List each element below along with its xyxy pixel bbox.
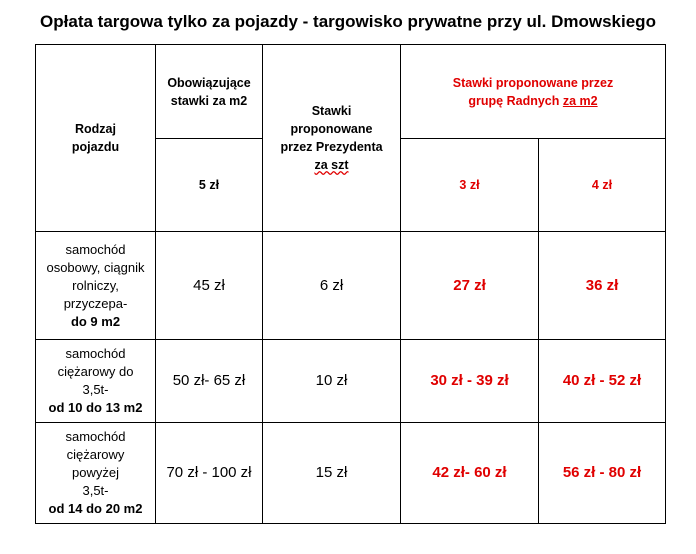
councillors-rates-header <box>401 45 666 139</box>
table-row <box>36 423 666 524</box>
councillors-header-line: Stawki proponowane przez <box>452 75 614 90</box>
vehicle-type-header-line: Rodzaj <box>75 122 116 136</box>
councillors-rate-b: 4 zł <box>539 139 666 232</box>
vehicle-type-cell <box>36 423 156 524</box>
header-row <box>36 45 666 139</box>
president-header-line: przez Prezydenta <box>280 140 383 154</box>
vehicle-type-cell <box>36 340 156 423</box>
vehicle-type-line: osobowy, ciągnik <box>46 259 145 275</box>
vehicle-type-line: 3,5t- <box>82 382 109 397</box>
vehicle-size-range: od 14 do 20 m2 <box>48 501 143 516</box>
councillors-rate-a-cell: 27 zł <box>401 232 539 340</box>
vehicle-type-line: 3,5t- <box>82 483 109 498</box>
vehicle-size-range: od 10 do 13 m2 <box>48 400 143 415</box>
current-rate-cell: 45 zł <box>156 232 263 340</box>
vehicle-type-cell <box>36 232 156 340</box>
vehicle-type-line: ciężarowy do <box>57 364 134 379</box>
vehicle-type-line: samochód <box>65 429 126 444</box>
vehicle-type-line: samochód <box>65 346 126 361</box>
councillors-rate-a: 3 zł <box>401 139 539 232</box>
document-title: Opłata targowa tylko za pojazdy - targowisko prywatne przy ul. Dmowskiego <box>40 12 656 31</box>
vehicle-type-header <box>36 45 156 232</box>
current-rates-header-line: stawki za m2 <box>170 93 248 108</box>
councillors-header-text: grupę Radnych <box>468 93 563 108</box>
vehicle-type-line: rolniczy, <box>72 277 119 293</box>
councillors-rate-a-cell: 42 zł- 60 zł <box>401 423 539 524</box>
vehicle-type-line: samochód <box>65 241 126 257</box>
councillors-rate-b-cell: 40 zł - 52 zł <box>539 340 666 423</box>
councillors-rate-b-cell: 36 zł <box>539 232 666 340</box>
vehicle-type-line: przyczepa- <box>63 295 128 311</box>
vehicle-type-line: powyżej <box>72 465 119 480</box>
current-rate-cell: 50 zł- 65 zł <box>156 340 263 423</box>
councillors-header-line <box>405 92 661 110</box>
current-rates-header-line: Obowiązujące <box>167 75 251 90</box>
current-rate-value: 5 zł <box>156 139 263 232</box>
vehicle-type-line: ciężarowy <box>66 447 125 462</box>
president-rate-cell: 10 zł <box>263 340 401 423</box>
councillors-rate-a-cell: 30 zł - 39 zł <box>401 340 539 423</box>
vehicle-size-range: do 9 m2 <box>70 313 121 329</box>
table-row <box>36 232 666 340</box>
president-header-unit: za szt <box>314 158 349 172</box>
current-rate-cell: 70 zł - 100 zł <box>156 423 263 524</box>
councillors-header-unit: za m2 <box>562 93 598 108</box>
vehicle-type-header-line: pojazdu <box>71 140 120 154</box>
fee-table <box>35 44 666 524</box>
president-header-line: Stawki <box>311 104 352 118</box>
president-rate-cell: 15 zł <box>263 423 401 524</box>
president-rate-cell: 6 zł <box>263 232 401 340</box>
president-header-line: proponowane <box>290 122 373 136</box>
current-rates-header <box>156 45 263 139</box>
president-rates-header <box>263 45 401 232</box>
councillors-rate-b-cell: 56 zł - 80 zł <box>539 423 666 524</box>
table-row <box>36 340 666 423</box>
